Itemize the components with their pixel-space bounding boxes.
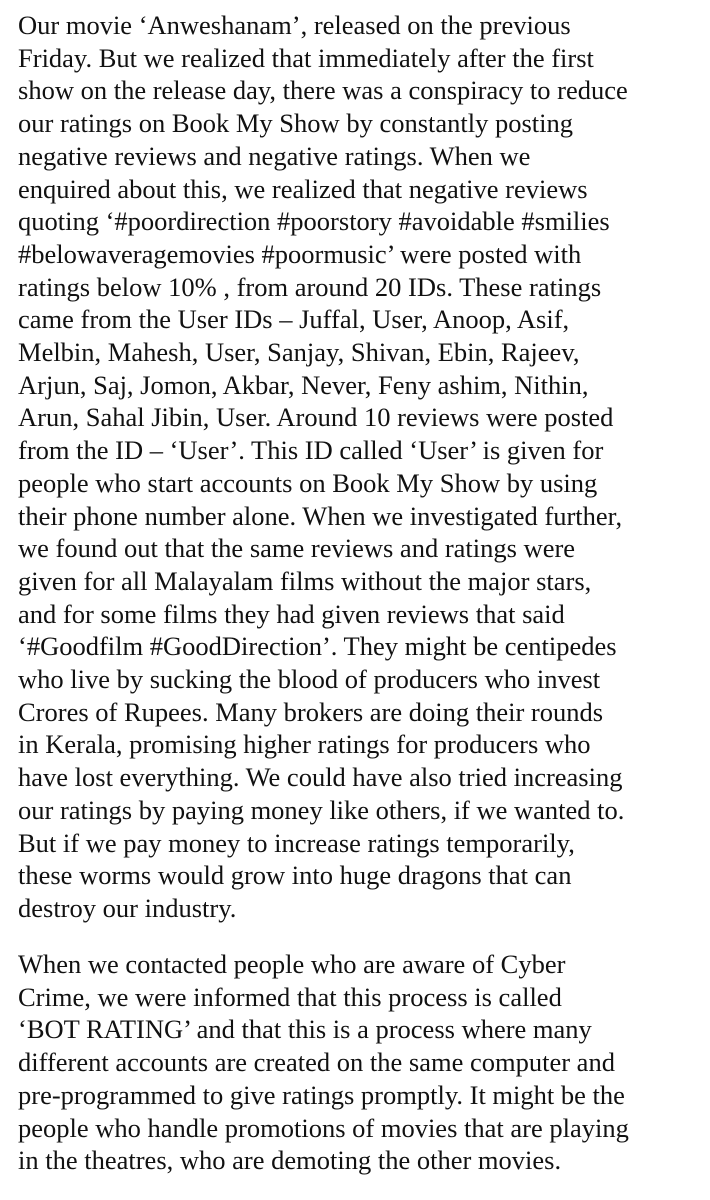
text-line: in the theatres, who are demoting the other movies. bbox=[18, 1145, 562, 1176]
text-line: ‘#Goodfilm #GoodDirection’. They might be centipedes bbox=[18, 631, 617, 662]
text-line: have lost everything. We could have also tried increasing bbox=[18, 762, 623, 793]
text-line: came from the User IDs – Juffal, User, Anoop, Asif, bbox=[18, 304, 570, 335]
text-line: people who handle promotions of movies that are playing bbox=[18, 1112, 629, 1143]
text-line: Crores of Rupees. Many brokers are doing their rounds bbox=[18, 696, 604, 727]
text-line: ratings below 10% , from around 20 IDs. These ratings bbox=[18, 271, 602, 302]
text-line: negative reviews and negative ratings. When we bbox=[18, 140, 531, 171]
text-line: our ratings on Book My Show by constantly posting bbox=[18, 108, 574, 139]
text-line: enquired about this, we realized that negative reviews bbox=[18, 173, 588, 204]
text-line: quoting ‘#poordirection #poorstory #avoidable #smilies bbox=[18, 206, 610, 237]
text-line: pre-programmed to give ratings promptly. It might be the bbox=[18, 1079, 625, 1110]
text-line: from the ID – ‘User’. This ID called ‘User’ is given for bbox=[18, 435, 604, 466]
text-line: and for some films they had given reviews that said bbox=[18, 598, 565, 629]
text-line: these worms would grow into huge dragons that can bbox=[18, 860, 572, 891]
paragraph-2 bbox=[18, 948, 708, 1177]
text-line: Arun, Sahal Jibin, User. Around 10 reviews were posted bbox=[18, 402, 614, 433]
text-line: But if we pay money to increase ratings temporarily, bbox=[18, 827, 575, 858]
text-line: Melbin, Mahesh, User, Sanjay, Shivan, Ebin, Rajeev, bbox=[18, 337, 580, 368]
text-line: #belowaveragemovies #poormusic’ were posted with bbox=[18, 238, 582, 269]
text-line: our ratings by paying money like others, if we wanted to. bbox=[18, 794, 625, 825]
text-line: Arjun, Saj, Jomon, Akbar, Never, Feny ashim, Nithin, bbox=[18, 369, 589, 400]
text-line: we found out that the same reviews and ratings were bbox=[18, 533, 576, 564]
text-line: Crime, we were informed that this process is called bbox=[18, 981, 562, 1012]
text-line: who live by sucking the blood of producers who invest bbox=[18, 664, 601, 695]
text-line: people who start accounts on Book My Show by using bbox=[18, 467, 598, 498]
text-line: When we contacted people who are aware of Cyber bbox=[18, 949, 566, 979]
paragraph-1 bbox=[18, 9, 708, 925]
text-line: show on the release day, there was a conspiracy to reduce bbox=[18, 75, 628, 106]
text-line: given for all Malayalam films without the major stars, bbox=[18, 565, 592, 596]
text-line: Friday. But we realized that immediately after the first bbox=[18, 42, 594, 73]
text-line: Our movie ‘Anweshanam’, released on the previous bbox=[18, 10, 571, 40]
text-line: destroy our industry. bbox=[18, 892, 237, 923]
text-line: in Kerala, promising higher ratings for producers who bbox=[18, 729, 591, 760]
text-line: different accounts are created on the same computer and bbox=[18, 1047, 615, 1078]
text-line: ‘BOT RATING’ and that this is a process where many bbox=[18, 1014, 592, 1045]
text-line: their phone number alone. When we investigated further, bbox=[18, 500, 623, 531]
